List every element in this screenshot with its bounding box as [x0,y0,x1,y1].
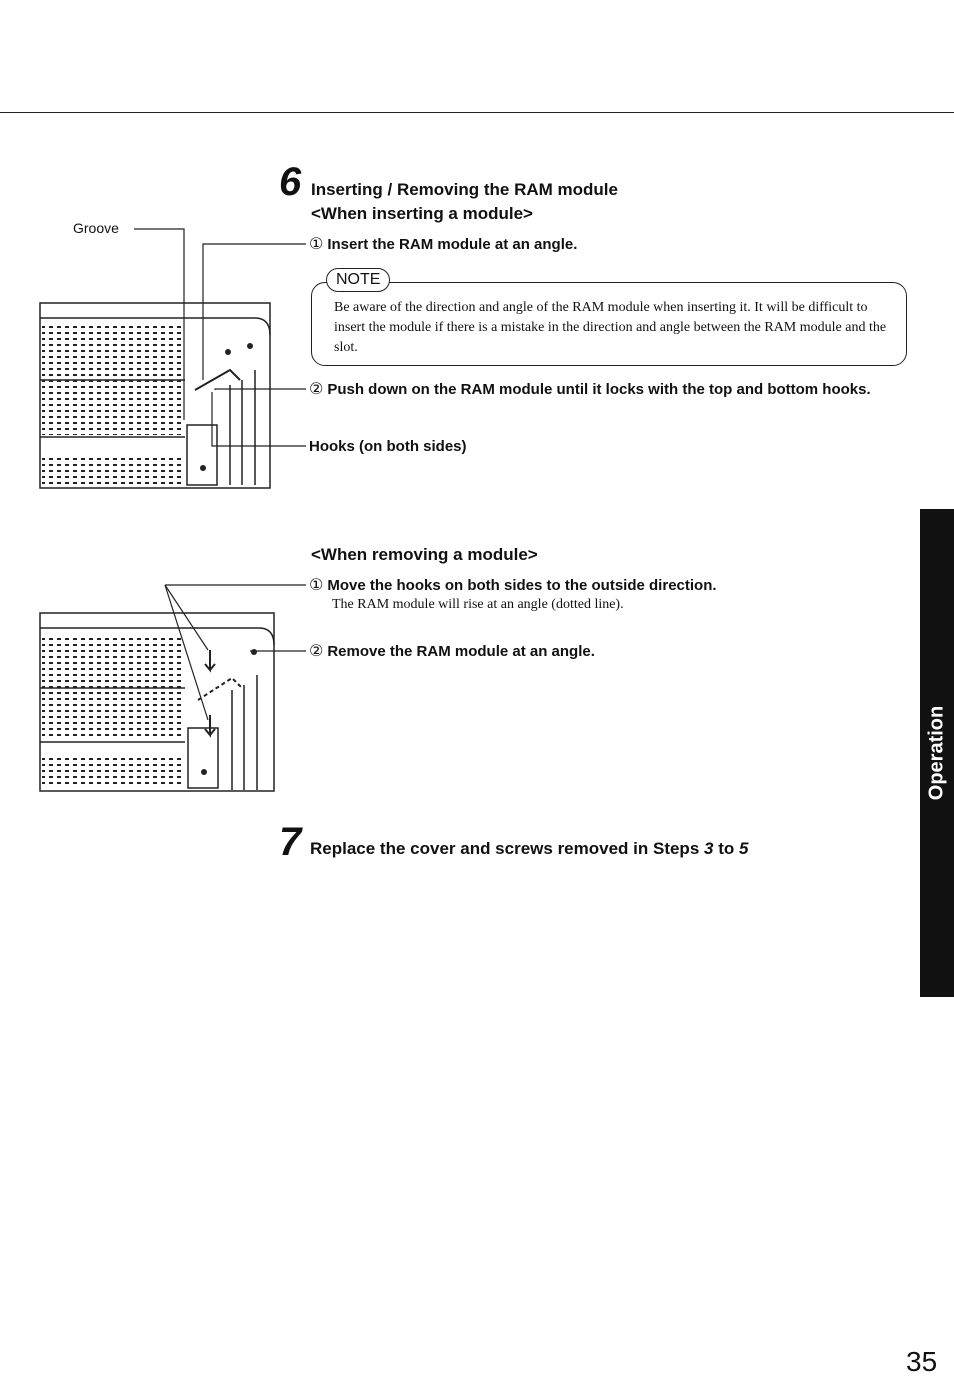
remove-step-2-text: Remove the RAM module at an angle. [327,643,595,660]
remove-step-1-detail: The RAM module will rise at an angle (dotted line). [332,597,624,612]
remove-step-1-text: Move the hooks on both sides to the outside direction. [327,577,717,594]
circled-two-marker: ② [309,643,324,660]
insert-step-2 [309,381,899,399]
step-7-to-step: 5 [738,839,749,858]
step-7-number: 7 [279,820,302,864]
inserting-heading: <When inserting a module> [311,204,533,223]
note-tag: NOTE [326,268,390,292]
step-7-title [310,839,748,859]
insert-step-1 [309,236,577,254]
insert-step-2-text: Push down on the RAM module until it locks with the top and bottom hooks. [327,381,871,398]
circled-one-marker: ① [309,236,324,253]
groove-label: Groove [73,220,119,236]
remove-step-1 [309,577,717,595]
step-6-title: Inserting / Removing the RAM module [311,180,618,199]
step-7-to-word: to [713,839,739,858]
hooks-label: Hooks (on both sides) [309,438,467,455]
step-7-title-text: Replace the cover and screws removed in Steps [310,839,704,858]
insert-step-1-text: Insert the RAM module at an angle. [327,236,578,253]
removing-heading: <When removing a module> [311,545,538,564]
section-side-tab [920,509,954,997]
note-text: Be aware of the direction and angle of the RAM module when inserting it. It will be difficult to insert the module if there is a mistake in the direction and angle between the RAM module and the slot. [334,300,887,355]
circled-two-marker: ② [309,381,324,398]
figure-inserting [40,303,270,488]
step-6-number: 6 [279,160,302,204]
figure-removing-leaders [165,585,306,720]
step-7-from-step: 3 [704,839,714,858]
remove-step-2 [309,643,595,661]
page-number: 35 [906,1346,938,1377]
figure-removing [40,613,274,791]
circled-one-marker: ① [309,577,324,594]
section-side-tab-label: Operation [925,705,948,801]
